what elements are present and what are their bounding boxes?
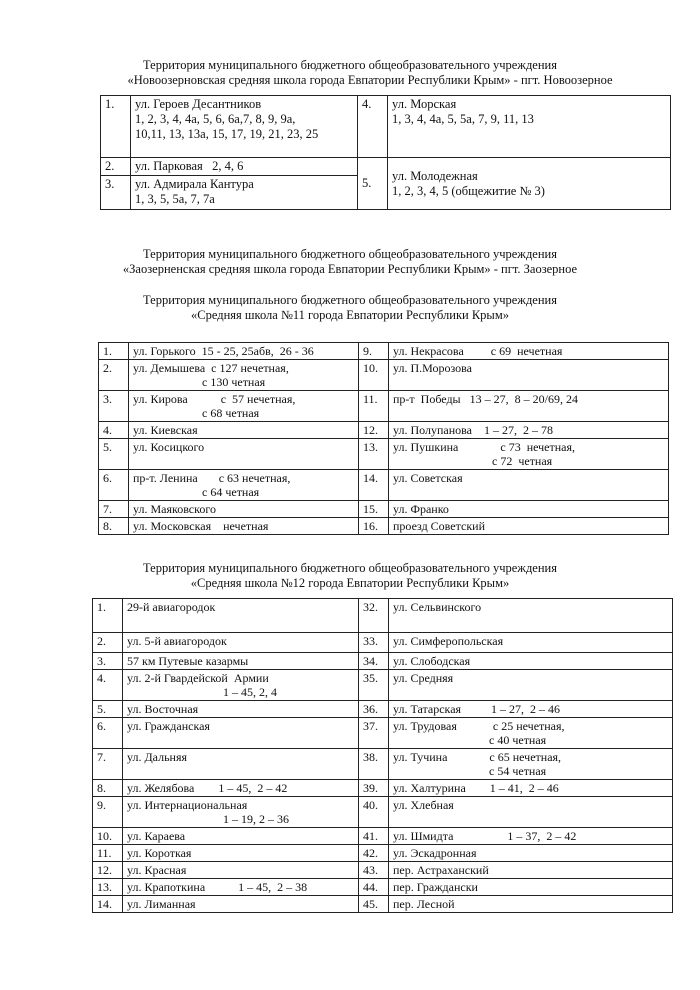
street-cell <box>123 749 359 780</box>
row-number <box>358 158 388 210</box>
row-number: 15. <box>359 501 389 518</box>
section3-title-line2: «Средняя школа №11 города Евпатории Республики Крым» <box>190 308 509 322</box>
street-cell <box>123 862 359 879</box>
street-text-continued: с 68 четная <box>133 406 260 420</box>
row-number: 2. <box>93 633 123 653</box>
street-text: ул. П.Морозова <box>393 361 473 375</box>
street-text: ул. Кирова с 57 нечетная, <box>133 392 296 406</box>
row-number: 43. <box>359 862 389 879</box>
street-text: 57 км Путевые казармы <box>127 654 249 668</box>
street-cell <box>389 896 673 913</box>
row-number: 44. <box>359 879 389 896</box>
table-row <box>99 343 669 360</box>
street-text-continued: с 40 четная <box>393 733 547 747</box>
street-cell <box>389 828 673 845</box>
section4-title-line1: Территория муниципального бюджетного общеобразовательного учреждения <box>143 561 557 575</box>
street-cell <box>123 879 359 896</box>
street-text: ул. Красная <box>127 863 187 877</box>
section1-title-line1: Территория муниципального бюджетного общеобразовательного учреждения <box>143 58 557 72</box>
street-text: ул. Демышева с 127 нечетная, <box>133 361 289 375</box>
row-number: 12. <box>359 422 389 439</box>
table-row <box>101 96 671 158</box>
street-cell <box>129 470 359 501</box>
street-cell <box>123 633 359 653</box>
row-number: 7. <box>99 501 129 518</box>
street-text: ул. Полупанова 1 – 27, 2 – 78 <box>393 423 553 437</box>
table-row <box>93 653 673 670</box>
table-row <box>99 360 669 391</box>
street-text: ул. Татарская 1 – 27, 2 – 46 <box>393 702 561 716</box>
street-text: ул. Некрасова с 69 нечетная <box>393 344 563 358</box>
section3-heading <box>0 293 700 323</box>
table-row <box>93 633 673 653</box>
street-text: ул. Слободская <box>393 654 471 668</box>
street-cell <box>131 96 358 158</box>
row-number: 5. <box>93 701 123 718</box>
street-cell <box>123 845 359 862</box>
row-number: 33. <box>359 633 389 653</box>
street-text: пр-т Победы 13 – 27, 8 – 20/69, 24 <box>393 392 578 406</box>
street-cell <box>129 391 359 422</box>
street-cell <box>389 749 673 780</box>
row-number-text: 5. <box>362 176 372 190</box>
street-text: ул. Маяковского <box>133 502 216 516</box>
row-number: 36. <box>359 701 389 718</box>
table-row <box>99 422 669 439</box>
table-row <box>93 749 673 780</box>
table-row <box>99 470 669 501</box>
street-cell <box>129 343 359 360</box>
street-text: ул. Шмидта 1 – 37, 2 – 42 <box>393 829 577 843</box>
street-name: ул. Морская <box>392 97 457 111</box>
row-number: 34. <box>359 653 389 670</box>
street-text: пер. Астраханский <box>393 863 489 877</box>
section1-table <box>100 95 671 210</box>
street-cell <box>389 439 669 470</box>
street-cell <box>129 518 359 535</box>
street-name: ул. Молодежная <box>392 168 478 183</box>
row-number: 3. <box>101 176 131 210</box>
table-row <box>93 780 673 797</box>
street-text: ул. Сельвинского <box>393 600 482 614</box>
street-cell <box>389 797 673 828</box>
street-cell <box>129 422 359 439</box>
street-text: ул. Дальняя <box>127 750 187 764</box>
street-text: ул. Советская <box>393 471 463 485</box>
street-cell <box>389 862 673 879</box>
street-text: проезд Советский <box>393 519 485 533</box>
table-row <box>93 896 673 913</box>
row-number: 1. <box>99 343 129 360</box>
row-number: 8. <box>93 780 123 797</box>
section4-heading <box>0 561 700 591</box>
section4-title-line2: «Средняя школа №12 города Евпатории Республики Крым» <box>190 576 510 590</box>
table-row <box>101 158 671 176</box>
street-cell <box>389 518 669 535</box>
street-text: ул. Средняя <box>393 671 454 685</box>
street-text-continued: 1 – 19, 2 – 36 <box>127 812 289 826</box>
street-cell <box>123 780 359 797</box>
street-text-continued: с 54 четная <box>393 764 547 778</box>
street-cell <box>123 653 359 670</box>
street-cell <box>123 670 359 701</box>
row-number: 6. <box>99 470 129 501</box>
street-cell <box>389 470 669 501</box>
row-number: 16. <box>359 518 389 535</box>
street-name: ул. Адмирала Кантура <box>135 177 254 191</box>
street-cell <box>389 391 669 422</box>
street-text: ул. Крапоткина 1 – 45, 2 – 38 <box>127 880 308 894</box>
section4-table <box>92 598 673 913</box>
street-text-continued: с 72 четная <box>393 454 553 468</box>
street-cell <box>389 633 673 653</box>
street-text: ул. Короткая <box>127 846 192 860</box>
street-cell <box>388 158 671 210</box>
street-cell <box>389 845 673 862</box>
street-text: пер. Лесной <box>393 897 455 911</box>
street-text: ул. Желябова 1 – 45, 2 – 42 <box>127 781 288 795</box>
street-text: пер. Граждански <box>393 880 478 894</box>
street-cell <box>131 176 358 210</box>
street-cell <box>129 360 359 391</box>
street-text-continued: с 130 четная <box>133 375 266 389</box>
row-number: 37. <box>359 718 389 749</box>
row-number: 42. <box>359 845 389 862</box>
table-row <box>93 862 673 879</box>
row-number: 39. <box>359 780 389 797</box>
table-row <box>93 845 673 862</box>
street-cell <box>389 599 673 633</box>
table-row <box>99 501 669 518</box>
table-row <box>99 439 669 470</box>
street-cell <box>123 797 359 828</box>
street-text: ул. 5-й авиагородок <box>127 634 227 648</box>
street-text: ул. Киевская <box>133 423 198 437</box>
street-cell <box>123 828 359 845</box>
row-number: 41. <box>359 828 389 845</box>
street-text-continued: 1 – 45, 2, 4 <box>127 685 277 699</box>
street-text: пр-т. Ленина с 63 нечетная, <box>133 471 291 485</box>
street-text: ул. Гражданская <box>127 719 210 733</box>
street-cell <box>389 360 669 391</box>
row-number: 13. <box>93 879 123 896</box>
row-number: 12. <box>93 862 123 879</box>
row-number: 1. <box>101 96 131 158</box>
table-row <box>93 828 673 845</box>
row-number: 10. <box>93 828 123 845</box>
house-numbers: 1, 3, 5, 5а, 7, 7а <box>135 192 215 206</box>
row-number: 4. <box>93 670 123 701</box>
street-text: ул. Московская нечетная <box>133 519 269 533</box>
street-text: ул. Франко <box>393 502 449 516</box>
street-text: ул. Караева <box>127 829 186 843</box>
street-cell <box>123 718 359 749</box>
street-cell <box>389 343 669 360</box>
house-numbers: 1, 2, 3, 4, 4а, 5, 6, 6а,7, 8, 9, 9а, <box>135 112 296 126</box>
table-row <box>93 701 673 718</box>
row-number: 4. <box>99 422 129 439</box>
row-number: 8. <box>99 518 129 535</box>
row-number: 40. <box>359 797 389 828</box>
street-cell <box>389 653 673 670</box>
street-text: ул. Интернациональная <box>127 798 248 812</box>
table-row <box>93 718 673 749</box>
row-number: 5. <box>99 439 129 470</box>
street-text: ул. Пушкина с 73 нечетная, <box>393 440 576 454</box>
street-text: ул. Лиманная <box>127 897 196 911</box>
street-text: ул. Симферопольская <box>393 634 504 648</box>
street-cell <box>129 439 359 470</box>
row-number: 45. <box>359 896 389 913</box>
street-text: ул. Горького 15 - 25, 25абв, 26 - 36 <box>133 344 314 358</box>
table-row <box>93 599 673 633</box>
street-text: ул. Тучина с 65 нечетная, <box>393 750 562 764</box>
street-cell <box>389 422 669 439</box>
street-text: ул. Хлебная <box>393 798 454 812</box>
table-row <box>93 879 673 896</box>
street-cell <box>123 896 359 913</box>
table-row <box>93 670 673 701</box>
street-cell <box>389 501 669 518</box>
row-number: 14. <box>359 470 389 501</box>
row-number: 3. <box>99 391 129 422</box>
street-cell <box>129 501 359 518</box>
row-number: 35. <box>359 670 389 701</box>
street-cell <box>389 670 673 701</box>
street-cell <box>123 701 359 718</box>
row-number: 4. <box>358 96 388 158</box>
table-row <box>99 518 669 535</box>
table-row <box>93 797 673 828</box>
street-name: ул. Парковая 2, 4, 6 <box>131 158 358 176</box>
section1-title-line2: «Новоозерновская средняя школа города Евпатории Республики Крым» - пгт. Новоозерное <box>127 73 613 87</box>
row-number: 2. <box>101 158 131 176</box>
row-number: 7. <box>93 749 123 780</box>
street-text: ул. Косицкого <box>133 440 205 454</box>
street-text: ул. Трудовая с 25 нечетная, <box>393 719 565 733</box>
section1-heading <box>0 58 700 88</box>
street-text: ул. Халтурина 1 – 41, 2 – 46 <box>393 781 559 795</box>
row-number: 11. <box>93 845 123 862</box>
street-text: ул. 2-й Гвардейской Армии <box>127 671 269 685</box>
row-number: 3. <box>93 653 123 670</box>
row-number: 10. <box>359 360 389 391</box>
house-numbers: 1, 3, 4, 4а, 5, 5а, 7, 9, 11, 13 <box>392 112 534 126</box>
row-number: 9. <box>93 797 123 828</box>
row-number: 9. <box>359 343 389 360</box>
section2-heading <box>0 247 700 277</box>
street-text: ул. Восточная <box>127 702 199 716</box>
section2-title-line1: Территория муниципального бюджетного общеобразовательного учреждения <box>143 247 557 261</box>
row-number: 2. <box>99 360 129 391</box>
house-numbers: 10,11, 13, 13а, 15, 17, 19, 21, 23, 25 <box>135 127 319 141</box>
street-cell <box>123 599 359 633</box>
street-text: 29-й авиагородок <box>127 600 216 614</box>
street-cell <box>388 96 671 158</box>
row-number: 13. <box>359 439 389 470</box>
row-number: 11. <box>359 391 389 422</box>
row-number: 1. <box>93 599 123 633</box>
row-number: 6. <box>93 718 123 749</box>
section2-title-line2: «Заозерненская средняя школа города Евпатории Республики Крым» - пгт. Заозерное <box>122 262 578 276</box>
street-cell <box>389 701 673 718</box>
row-number: 32. <box>359 599 389 633</box>
row-number: 38. <box>359 749 389 780</box>
street-cell <box>389 780 673 797</box>
section3-title-line1: Территория муниципального бюджетного общеобразовательного учреждения <box>143 293 557 307</box>
street-text-continued: с 64 четная <box>133 485 260 499</box>
table-row <box>99 391 669 422</box>
row-number: 14. <box>93 896 123 913</box>
street-cell <box>389 879 673 896</box>
section3-table <box>98 342 669 535</box>
street-text: ул. Эскадронная <box>393 846 477 860</box>
street-cell <box>389 718 673 749</box>
house-numbers: 1, 2, 3, 4, 5 (общежитие № 3) <box>392 183 545 198</box>
street-name: ул. Героев Десантников <box>135 97 262 111</box>
